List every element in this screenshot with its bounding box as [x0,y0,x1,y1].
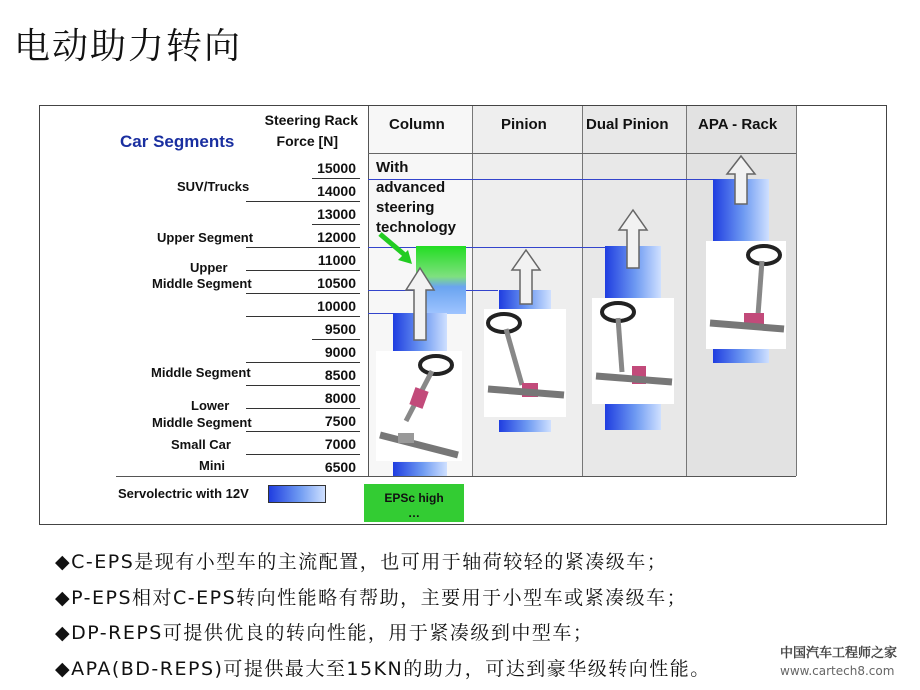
page-title: 电动助力转向 [14,26,243,67]
force-value: 10000 [317,298,356,314]
force-value: 9000 [324,344,356,360]
green-arrow-icon [376,230,420,270]
force-value: 14000 [317,183,356,199]
row-separator [246,408,360,409]
epsc-high-label: EPSc high [384,491,444,505]
row-separator [246,431,360,432]
pinion-up-arrow-icon [510,248,542,306]
eps-comparison-diagram [39,105,887,525]
segment-suv-trucks: SUV/Trucks [177,179,250,194]
force-value: 6500 [324,459,356,475]
grid-vline [796,106,797,476]
force-value: 10500 [317,275,356,291]
pinion-eps-steering-image [484,309,566,417]
advanced-note-line: technology [376,219,457,236]
column-header-apa-rack: APA - Rack [698,116,778,133]
column-header-pinion: Pinion [501,116,547,133]
dual-pinion-eps-steering-image [592,298,674,404]
column-header-dual-pinion: Dual Pinion [586,116,669,133]
force-value: 8500 [324,367,356,383]
watermark-line2: www.cartech8.com [780,664,895,678]
force-header-line1: Steering Rack [264,112,358,128]
row-separator [246,385,360,386]
row-separator [246,362,360,363]
row-separator [246,293,360,294]
row-separator [246,201,360,202]
force-header-line2: Force [N] [276,133,338,149]
segment-upper-middle-line2: Middle Segment [152,276,252,291]
column-up-arrow-icon [404,266,436,342]
bullet-item: ◆C-EPS是现有小型车的主流配置，也可用于轴荷较轻的紧凑级车； [55,551,668,573]
bullet-item: ◆P-EPS相对C-EPS转向性能略有帮助，主要用于小型车或紧凑级车； [55,586,688,609]
segment-upper: Upper Segment [157,230,254,245]
column-eps-steering-image [376,351,462,461]
segment-upper-middle-line1: Upper [190,260,228,275]
row-separator [312,339,360,340]
row-separator [312,178,360,179]
epsc-high-ellipsis: … [408,506,420,520]
grid-vline [686,106,687,476]
segment-small-car: Small Car [171,437,231,452]
apa-rack-eps-steering-image [706,241,786,349]
row-separator [246,270,360,271]
column-header-column: Column [389,116,445,133]
pinion-range-bar-low [499,420,551,432]
advanced-note-line: With [376,159,409,176]
row-separator [246,316,360,317]
segment-middle: Middle Segment [151,365,251,380]
column-range-bar-low [393,462,447,476]
force-value: 9500 [324,321,356,337]
force-value: 8000 [324,390,356,406]
bullet-item: ◆APA(BD-REPS)可提供最大至15KN的助力，可达到豪华级转向性能。 [55,657,711,680]
force-value: 7500 [324,413,356,429]
bullet-item: ◆DP-REPS可提供优良的转向性能，用于紧凑级到中型车； [55,622,594,644]
row-separator [246,247,360,248]
grid-vline [582,106,583,476]
watermark-line1: 中国汽车工程师之家 [780,646,898,661]
grid-vline [368,106,369,476]
dual-pinion-range-bar-low [605,404,661,430]
legend-label: Servolectric with 12V [118,486,249,501]
force-value: 15000 [317,160,356,176]
advanced-note-line: steering [376,199,435,216]
grid-vline [472,106,473,476]
apa-rack-up-arrow-icon [725,154,757,206]
segment-lower-middle-line2: Middle Segment [152,415,252,430]
bullet-list [55,545,711,687]
row-separator [246,454,360,455]
legend-swatch [268,485,326,503]
force-value: 12000 [317,229,356,245]
table-bottom-line [116,476,796,477]
force-value: 7000 [324,436,356,452]
force-value: 11000 [317,252,356,268]
advanced-note-line: advanced [376,179,446,196]
row-separator [312,224,360,225]
apa-rack-range-bar-low [713,349,769,363]
dual-pinion-up-arrow-icon [617,208,649,270]
force-value: 13000 [317,206,356,222]
car-segments-header: Car Segments [120,132,235,151]
segment-mini: Mini [199,458,225,473]
segment-lower-middle-line1: Lower [191,398,230,413]
